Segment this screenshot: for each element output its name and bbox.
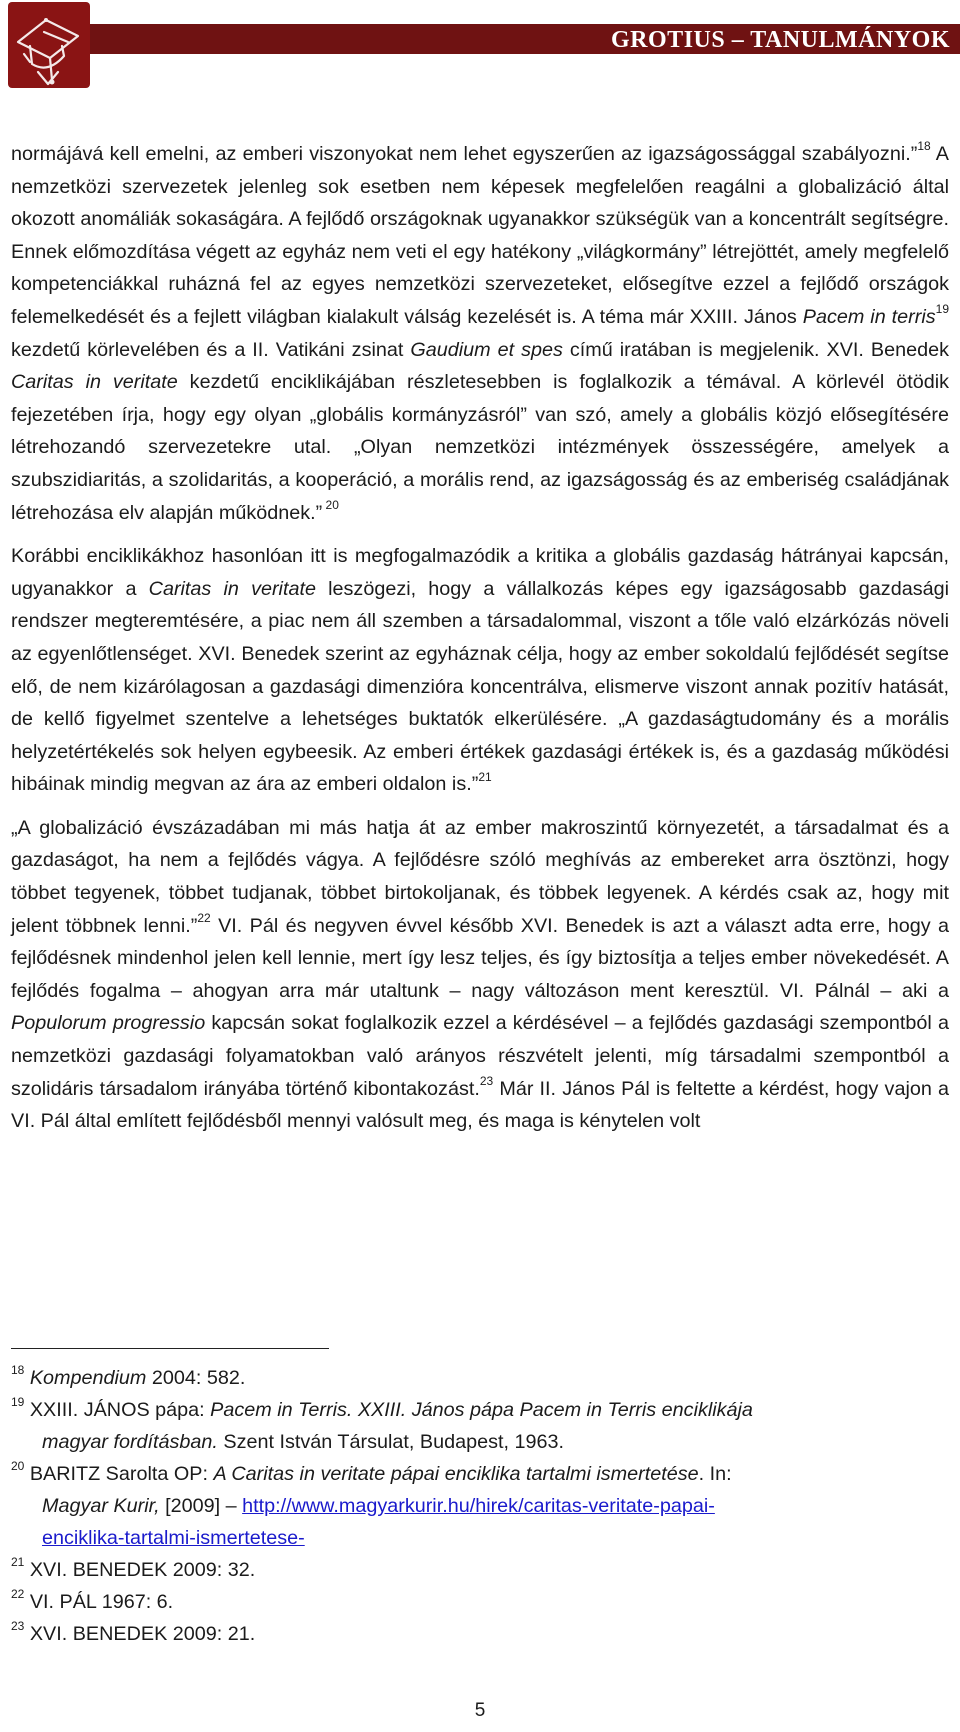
footnote-ref-21[interactable]: 21 bbox=[478, 769, 492, 784]
italic-title: Magyar Kurir, bbox=[42, 1495, 160, 1517]
footnote-19 bbox=[11, 1394, 951, 1458]
footnote-number: 18 bbox=[11, 1363, 25, 1378]
footnote-separator bbox=[11, 1348, 329, 1349]
text-run: „A globalizáció évszázadában mi más hatja át az ember makroszintű környezetét, a társadalmat és a gazdaságot, ha nem a fejlődés vágya. A fejlődésre szóló meghívás az embereket arra ösztönzi, hogy többet tegyenek, többet tudjanak, többet birtokoljanak, és többek legyenek. A kérdés csak az, hogy mit jelent többnek lenni.” bbox=[11, 816, 949, 937]
text-run: 2004: 582. bbox=[146, 1367, 246, 1389]
text-run: XXIII. JÁNOS pápa: bbox=[24, 1399, 211, 1421]
footnote-number: 20 bbox=[11, 1459, 25, 1474]
footnote-number: 23 bbox=[11, 1619, 25, 1634]
main-text bbox=[11, 138, 949, 1138]
text-run: [2009] – bbox=[159, 1495, 243, 1517]
italic-title: Caritas in veritate bbox=[148, 577, 316, 600]
footnote-number: 22 bbox=[11, 1587, 25, 1602]
footnote-continuation bbox=[11, 1426, 951, 1458]
text-run: BARITZ Sarolta OP: bbox=[24, 1463, 214, 1485]
text-run: kapcsán sokat foglalkozik ezzel a kérdésével – a fejlődés gazdasági szempontból a nemzetközi gazdasági folyamatokban való arányos részvételt jelenti, míg társadalmi szempontból a szolidáris társadalom irányába történő kibontakozást. bbox=[11, 1012, 950, 1100]
text-run: VI. PÁL 1967: 6. bbox=[24, 1591, 174, 1613]
text-run: című iratában is megjelenik. XVI. Benedek bbox=[562, 338, 949, 361]
page-header bbox=[0, 0, 960, 92]
footnotes bbox=[11, 1362, 951, 1650]
footnote-number: 19 bbox=[11, 1395, 25, 1410]
text-run: VI. Pál és negyven évvel később XVI. Benedek is azt a választ adta erre, hogy a fejlődésnek mindenhol jelen kell lennie, mert így lesz teljes, és így biztosítja a teljes ember növekedését. A fejlődés fogalma – ahogyan arra már utaltunk – nagy változáson ment keresztül. VI. Pálnál – aki a bbox=[11, 914, 949, 1002]
footnote-23 bbox=[11, 1618, 951, 1650]
footnote-ref-20[interactable]: 20 bbox=[322, 497, 339, 512]
footnote-ref-23[interactable]: 23 bbox=[479, 1074, 494, 1089]
text-run: XVI. BENEDEK 2009: 32. bbox=[24, 1559, 256, 1581]
footnote-18 bbox=[11, 1362, 951, 1394]
footnote-continuation bbox=[11, 1490, 951, 1554]
italic-title: Populorum progressio bbox=[11, 1012, 206, 1035]
text-run: . In: bbox=[698, 1463, 732, 1485]
text-run: XVI. BENEDEK 2009: 21. bbox=[24, 1623, 256, 1645]
logo-graphic bbox=[8, 2, 90, 88]
footnote-number: 21 bbox=[11, 1555, 25, 1570]
footnote-ref-22[interactable]: 22 bbox=[197, 911, 211, 926]
text-run: normájává kell emelni, az emberi viszonyokat nem lehet egyszerűen az igazságossággal szabályozni.” bbox=[11, 143, 918, 165]
footnote-ref-18[interactable]: 18 bbox=[917, 139, 931, 154]
page-number: 5 bbox=[474, 1700, 486, 1721]
italic-title: Caritas in veritate bbox=[11, 371, 178, 394]
text-run: leszögezi, hogy a vállalkozás képes egy igazságosabb gazdasági rendszer megteremtésére, a piac nem áll szemben a társadalommal, viszont a tőle való elzárkózás növeli az egyenlőtlenséget. XVI. Benedek szerint az egyháznak célja, hogy az ember sokoldalú fejlődését segítse elő, de nem kizárólagosan a gazdasági dimenzióra koncentrálva, elismerve viszont annak pozitív hatását, de kellő figyelmet szentelve a lehetséges buktatók elkerülésére. „A gazdaságtudomány és a morális helyzetértékelés sok helyen egybeesik. Az emberi értékek gazdasági értékek is, és a gazdaság működési hibáinak mindig megvan az ára az emberi oldalon is.” bbox=[11, 577, 949, 796]
text-run: Szent István Társulat, Budapest, 1963. bbox=[217, 1431, 564, 1453]
header-title: GROTIUS – TANULMÁNYOK bbox=[611, 27, 950, 53]
italic-title: Pacem in Terris. XXIII. János pápa Pacem in Terris enciklikája bbox=[210, 1399, 753, 1421]
text-run: Korábbi enciklikákhoz hasonlóan itt is megfogalmazódik a kritika a globális gazdaság hátrányai kapcsán, ugyanakkor a bbox=[11, 545, 949, 600]
source-link-continued[interactable]: enciklika-tartalmi-ismertetese- bbox=[42, 1527, 305, 1549]
text-run: kezdetű enciklikájában részletesebben is foglalkozik a témával. A körlevél ötödik fejezetében írja, hogy egy olyan „globális kormányzásról” van szó, amely a globális közjó elősegítésére létrehozandó szervezetekre utal. „Olyan nemzetközi intézmények összességére, amelyek a szubszidiaritás, a szolidaritás, a kooperáció, a morális rend, az igazságosság és az emberiség családjának létrehozása elv alapján működnek.” bbox=[11, 371, 949, 524]
italic-title: Gaudium et spes bbox=[410, 338, 563, 361]
italic-title: A Caritas in veritate pápai enciklika tartalmi ismertetése bbox=[213, 1463, 699, 1485]
footnote-ref-19[interactable]: 19 bbox=[935, 302, 949, 317]
footnote-20 bbox=[11, 1458, 951, 1554]
graduation-cap-logo-icon bbox=[8, 2, 90, 88]
footnote-22 bbox=[11, 1586, 951, 1618]
paragraph-3 bbox=[11, 812, 949, 1138]
italic-title: Kompendium bbox=[29, 1367, 147, 1389]
italic-title: Pacem in terris bbox=[802, 305, 936, 328]
italic-title: magyar fordításban. bbox=[42, 1431, 218, 1453]
paragraph-2 bbox=[11, 540, 949, 801]
footnote-21 bbox=[11, 1554, 951, 1586]
paragraph-1 bbox=[11, 138, 949, 529]
text-run: Már II. János Pál is feltette a kérdést, hogy vajon a VI. Pál által említett fejlődésből mennyi valósult meg, és maga is kénytelen volt bbox=[11, 1077, 949, 1133]
text-run: A nemzetközi szervezetek jelenleg sok esetben nem képesek megfelelően reagálni a globalizáció által okozott anomáliák sokaságára. A fejlődő országoknak ugyanakkor szükségük van a koncentrált segítségre. Ennek előmozdítása végett az egyház nem veti el egy hatékony „világkormány” létrejöttét, amely megfelelő kompetenciákkal ruházná fel az egyes nemzetközi szervezeteket, elősegítve ezzel a fejlődő országok felemelkedését és a fejlett világban kialakult válság kezelését is. A téma már XXIII. János bbox=[11, 143, 949, 328]
source-link[interactable]: http://www.magyarkurir.hu/hirek/caritas-veritate-papai- bbox=[242, 1495, 715, 1517]
text-run: kezdetű körlevelében és a II. Vatikáni zsinat bbox=[11, 338, 411, 361]
